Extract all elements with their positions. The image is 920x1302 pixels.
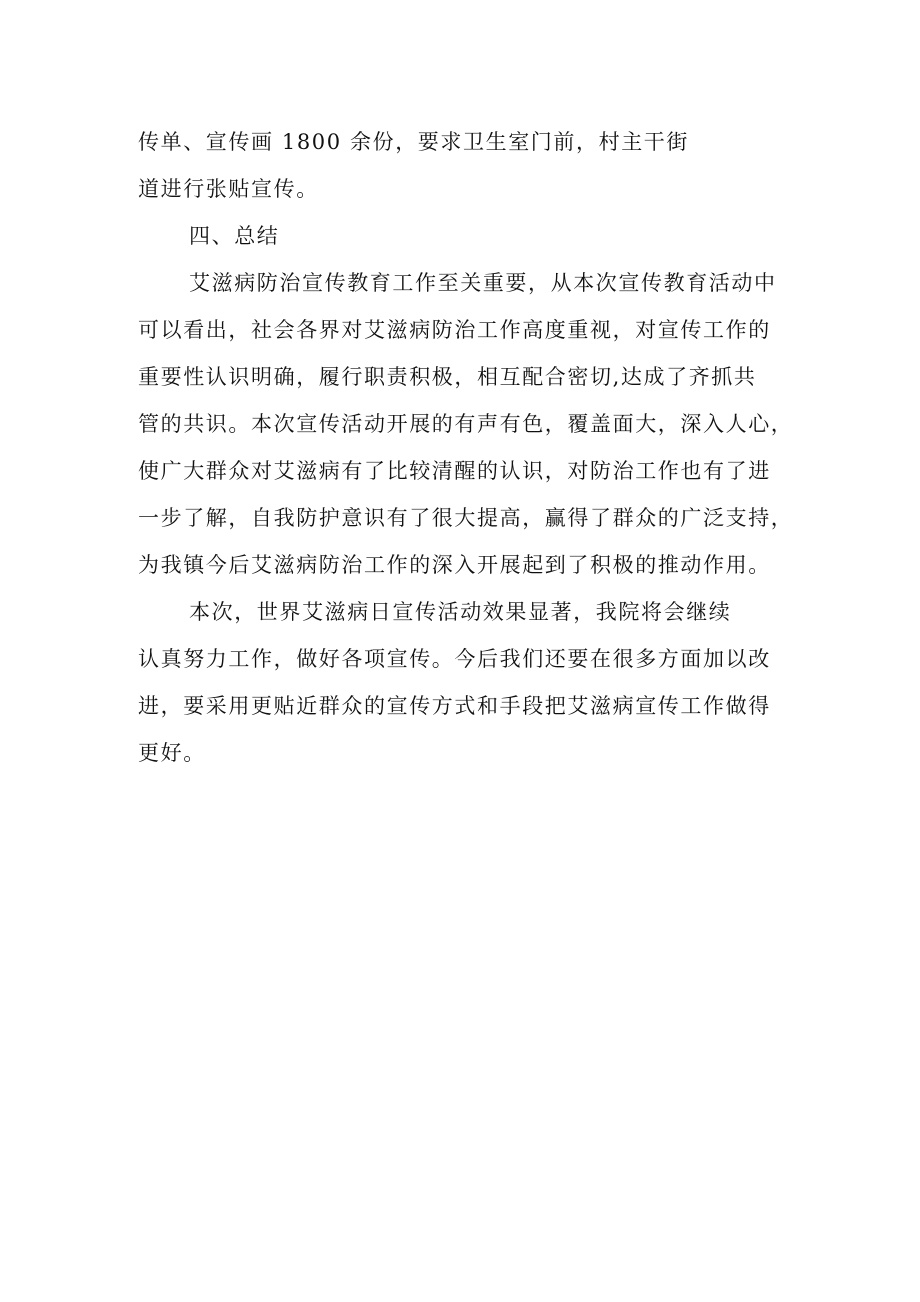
body-text-line: 艾滋病防治宣传教育工作至关重要，从本次宣传教育活动中	[189, 271, 777, 295]
body-text-line: 一步了解，自我防护意识有了很大提高，赢得了群众的广泛支持，	[138, 506, 794, 530]
body-text-line: 重要性认识明确，履行职责积极，相互配合密切,达成了齐抓共	[138, 365, 757, 389]
body-text-line: 更好。	[138, 741, 206, 765]
body-text-line: 本次，世界艾滋病日宣传活动效果显著，我院将会继续	[189, 600, 732, 624]
body-text-line: 认真努力工作，做好各项宣传。今后我们还要在很多方面加以改	[138, 647, 771, 671]
section-heading: 四、总结	[189, 224, 280, 248]
body-text-line: 可以看出，社会各界对艾滋病防治工作高度重视，对宣传工作的	[138, 318, 771, 342]
body-text-line: 进，要采用更贴近群众的宣传方式和手段把艾滋病宣传工作做得	[138, 694, 771, 718]
body-text-line: 使广大群众对艾滋病有了比较清醒的认识，对防治工作也有了进	[138, 459, 771, 483]
body-text-line: 为我镇今后艾滋病防治工作的深入开展起到了积极的推动作用。	[138, 553, 771, 577]
body-text-line: 道进行张贴宣传。	[138, 177, 319, 201]
body-text-line: 传单、宣传画 1800 余份，要求卫生室门前，村主干街	[138, 130, 689, 154]
body-text-line: 管的共识。本次宣传活动开展的有声有色，覆盖面大，深入人心，	[138, 412, 794, 436]
